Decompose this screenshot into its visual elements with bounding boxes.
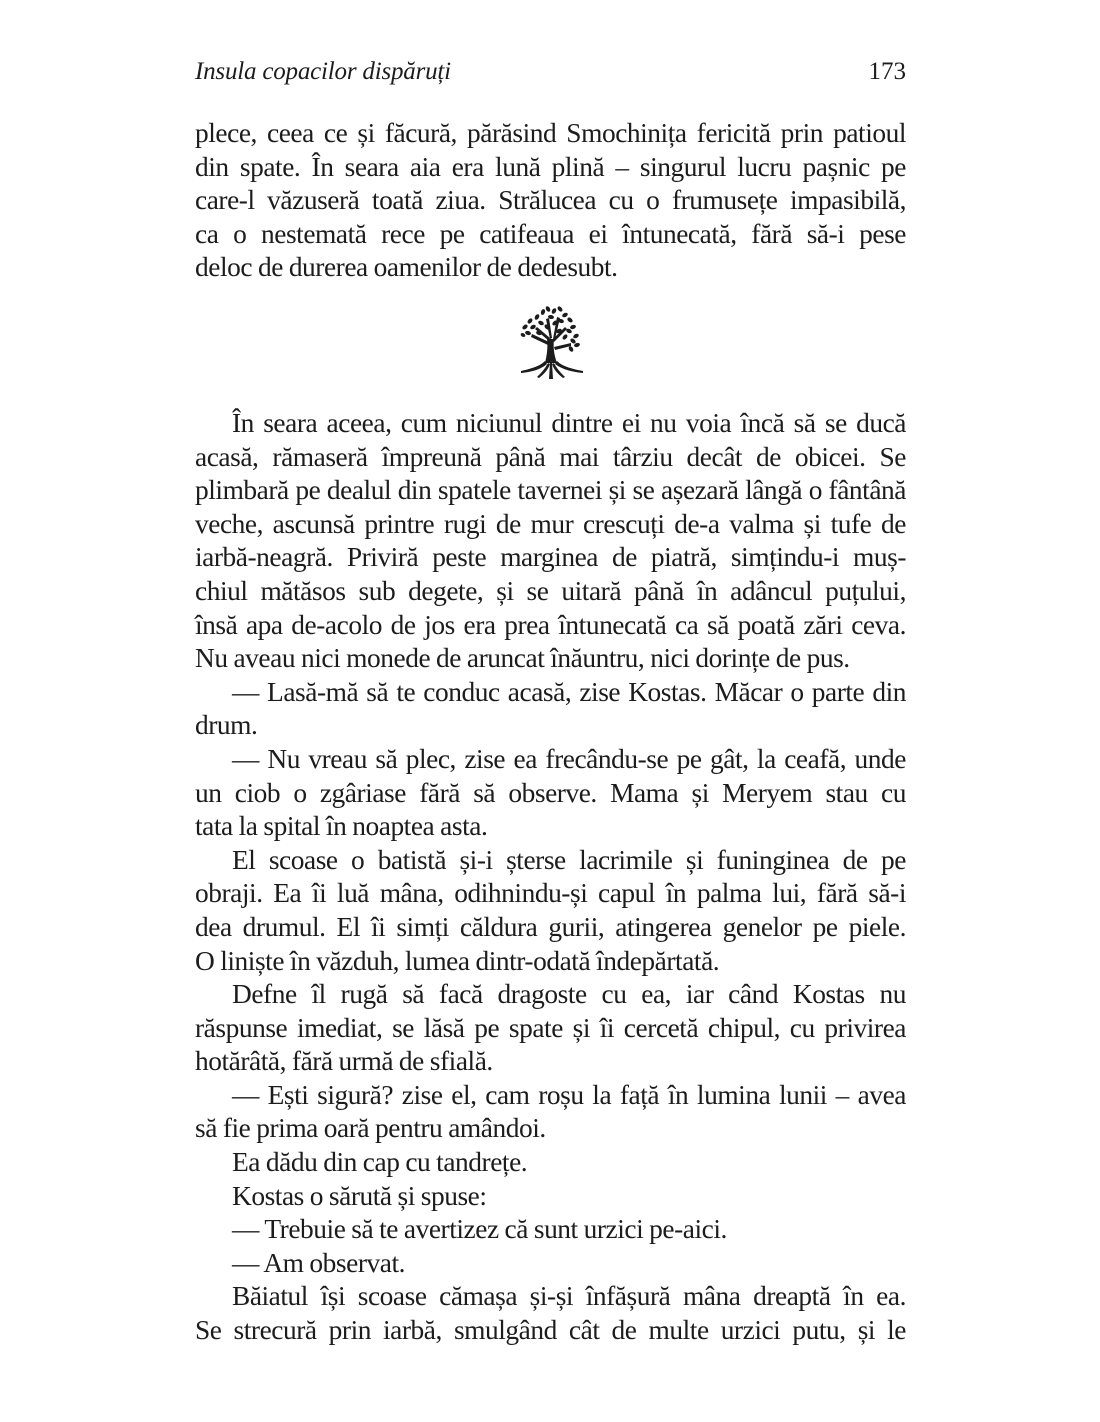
text-line: — Nu vreau să plec, zise ea frecându-se pe gât, la ceafă, unde (232, 743, 906, 774)
page-number: 173 (868, 58, 906, 85)
text-line: drum. (195, 710, 258, 741)
text-line: — Ești sigură? zise el, cam roșu la față în lumina lunii – avea (232, 1079, 906, 1110)
text-line: O liniște în văzduh, lumea dintr-odată îndepărtată. (195, 945, 720, 976)
text-line: plece, ceea ce și făcură, părăsind Smochinița fericită prin patioul (195, 118, 906, 148)
text-line: Ea dădu din cap cu tandrețe. (232, 1147, 528, 1178)
text-line: În seara aceea, cum niciunul dintre ei nu voia încă să se ducă (232, 408, 906, 438)
text-line: Kostas o sărută și spuse: (232, 1180, 487, 1211)
text-line: care-l văzuseră toată ziua. Strălucea cu o frumusețe impasibilă, (195, 185, 906, 216)
text-line: El scoase o batistă și-i șterse lacrimile și funinginea de pe (232, 844, 906, 875)
text-line: chiul mătăsos sub degete, și se uitară până în adâncul puțului, (195, 575, 906, 606)
text-line: un ciob o zgâriase fără să observe. Mama și Meryem stau cu (195, 777, 906, 808)
text-line: — Trebuie să te avertizez că sunt urzici pe-aici. (232, 1214, 727, 1245)
text-line: răspunse imediat, se lăsă pe spate și îi cercetă chipul, cu privirea (195, 1012, 906, 1043)
section-2-text (195, 407, 906, 1348)
tree-with-roots-icon (513, 303, 589, 381)
text-line: să fie prima oară pentru amândoi. (195, 1113, 546, 1144)
text-line: — Lasă-mă să te conduc acasă, zise Kostas. Măcar o parte din (232, 676, 906, 707)
text-line: Se strecură prin iarbă, smulgând cât de multe urzici putu, și le (195, 1315, 906, 1346)
text-line: Băiatul își scoase cămașa și-și înfășură mâna dreaptă în ea. (232, 1281, 906, 1312)
text-line: Nu aveau nici monede de aruncat înăuntru, nici dorințe de pus. (195, 643, 850, 674)
text-line: obraji. Ea îi luă mâna, odihnindu-și capul în palma lui, fără să-i (195, 878, 906, 909)
running-head (195, 58, 906, 94)
text-line: acasă, rămaseră împreună până mai târziu decât de obicei. Se (195, 441, 906, 472)
text-line: ca o nestemată rece pe catifeaua ei întunecată, fără să-i pese (195, 218, 906, 249)
text-line: însă apa de-acolo de jos era prea întunecată ca să poată zări ceva. (195, 609, 906, 640)
text-line: dea drumul. El îi simți căldura gurii, atingerea genelor pe piele. (195, 911, 906, 942)
text-line: deloc de durerea oamenilor de dedesubt. (195, 252, 618, 283)
text-line: iarbă-neagră. Priviră peste marginea de piatră, simțindu-i muș- (195, 542, 906, 573)
running-title: Insula copacilor dispăruți (195, 58, 451, 85)
text-line: veche, ascunsă printre rugi de mur crescuți de-a valma și tufe de (195, 508, 906, 539)
text-line: Defne îl rugă să facă dragoste cu ea, iar când Kostas nu (232, 979, 906, 1010)
text-line: hotărâtă, fără urmă de sfială. (195, 1046, 493, 1077)
text-line: — Am observat. (232, 1247, 405, 1278)
text-line: din spate. În seara aia era lună plină – singurul lucru pașnic pe (195, 151, 906, 182)
section-1-text (195, 117, 906, 285)
text-line: plimbară pe dealul din spatele tavernei și se așezară lângă o fântână (195, 475, 906, 506)
text-line: tata la spital în noaptea asta. (195, 811, 488, 842)
